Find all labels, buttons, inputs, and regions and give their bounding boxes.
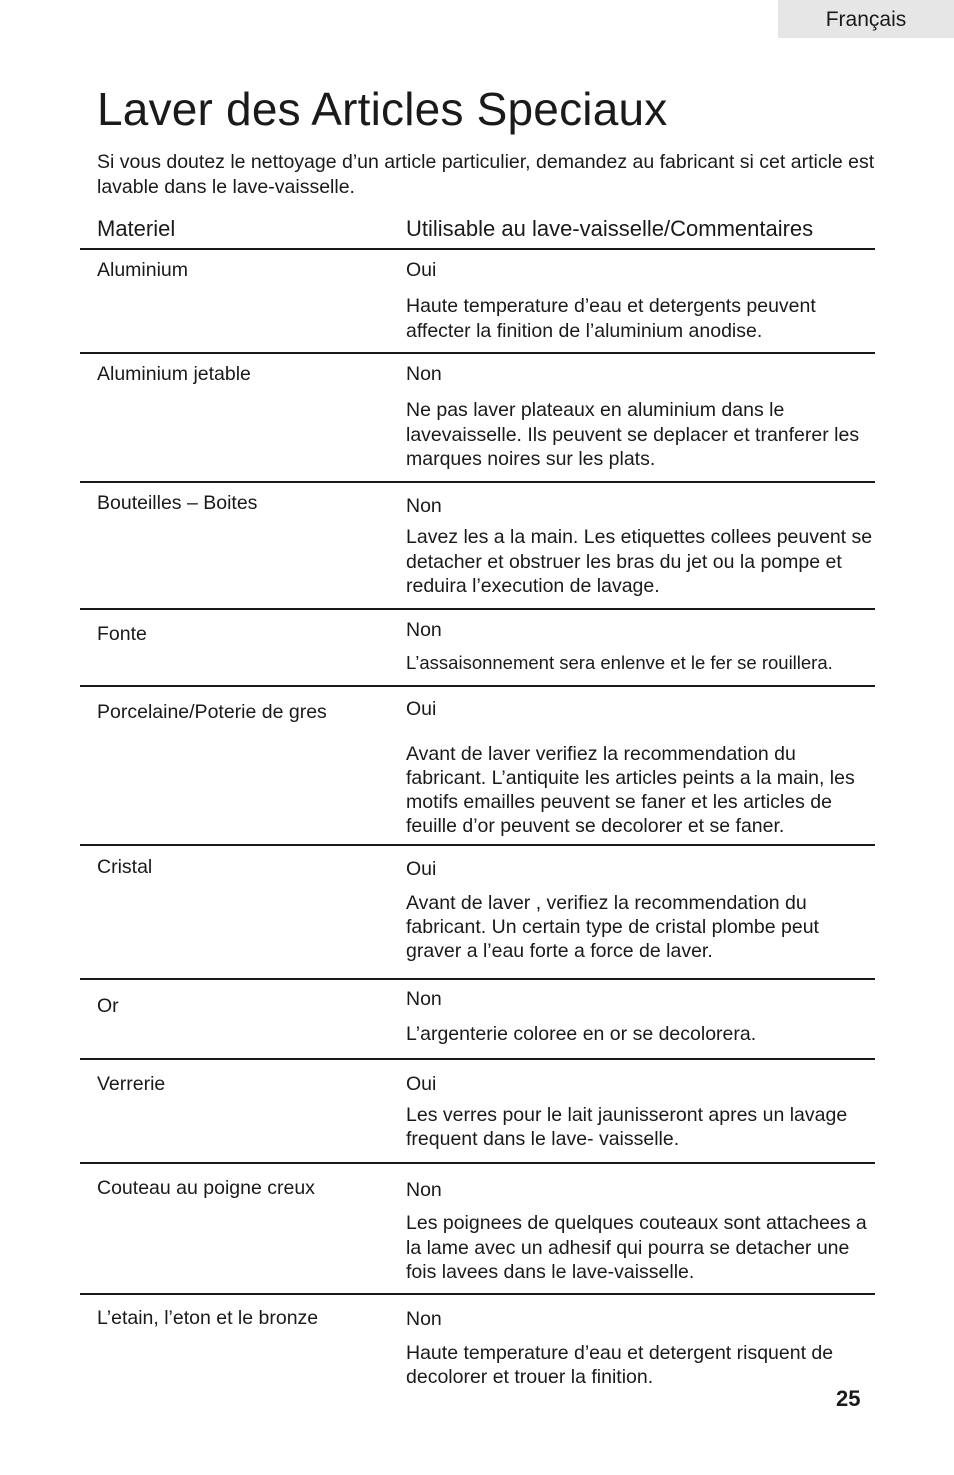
row-material: Verrerie (97, 1073, 166, 1095)
row-comment: Avant de laver , verifiez la recommendation du fabricant. Un certain type de cristal plombe peut graver a l’eau forte a force de laver. (406, 892, 819, 962)
table-header (80, 216, 875, 250)
table-row (80, 1060, 875, 1164)
table-row (80, 1164, 875, 1295)
table-row (80, 354, 875, 483)
row-usable: Non (406, 619, 442, 641)
row-usable: Oui (406, 259, 437, 281)
row-comment: Haute temperature d’eau et detergents peuvent affecter la finition de l’aluminium anodise. (406, 295, 816, 342)
table-row (80, 846, 875, 980)
row-material: Couteau au poigne creux (97, 1177, 315, 1199)
row-material: Aluminium (97, 259, 189, 281)
intro-paragraph: Si vous doutez le nettoyage d’un article particulier, demandez au fabricant si cet article est lavable dans le lave-vaisselle. (97, 151, 875, 198)
row-material: Aluminium jetable (97, 363, 251, 385)
table-row (80, 250, 875, 354)
row-comment: Haute temperature d’eau et detergent risquent de decolorer et trouer la finition. (406, 1342, 834, 1388)
row-comment: L’assaisonnement sera enlenve et le fer se rouillera. (406, 652, 833, 673)
language-tab: Français (778, 0, 954, 38)
row-usable: Oui (406, 698, 437, 720)
row-comment: Les verres pour le lait jaunisseront apres un lavage frequent dans le lave- vaisselle. (406, 1104, 848, 1150)
row-material: L’etain, l’eton et le bronze (97, 1307, 319, 1329)
row-comment: Avant de laver verifiez la recommendation du fabricant. L’antiquite les articles peints a la main, les motifs emailles peuvent se faner et les articles de feuille d’or peuvent se decolorer et se faner. (406, 743, 855, 837)
table-row (80, 980, 875, 1060)
row-comment: Lavez les a la main. Les etiquettes collees peuvent se detacher et obstruer les bras du jet ou la pompe et reduira l’execution de lavage. (406, 526, 873, 597)
row-material: Cristal (97, 856, 153, 878)
row-usable: Non (406, 988, 442, 1010)
row-comment: L’argenterie coloree en or se decolorera. (406, 1023, 757, 1045)
row-usable: Oui (406, 858, 437, 880)
table-row (80, 483, 875, 610)
row-comment: Les poignees de quelques couteaux sont attachees a la lame avec un adhesif qui pourra se detacher une fois lavees dans le lave-vaisselle. (406, 1212, 867, 1283)
row-comment: Ne pas laver plateaux en aluminium dans le lavevaisselle. Ils peuvent se deplacer et tranferer les marques noires sur les plats. (406, 399, 860, 470)
row-material: Or (97, 995, 119, 1017)
row-usable: Non (406, 363, 442, 385)
page-title: Laver des Articles Speciaux (97, 83, 668, 135)
row-usable: Non (406, 1179, 442, 1201)
row-usable: Non (406, 1308, 442, 1330)
table-row (80, 1295, 875, 1390)
header-usage: Utilisable au lave-vaisselle/Commentaires (406, 216, 814, 241)
row-material: Fonte (97, 623, 147, 645)
header-material: Materiel (97, 216, 176, 241)
row-usable: Non (406, 495, 442, 517)
table-row (80, 687, 875, 846)
table-row (80, 610, 875, 687)
page-number: 25 (836, 1386, 861, 1411)
row-usable: Oui (406, 1073, 437, 1095)
row-material: Porcelaine/Poterie de gres (97, 701, 327, 723)
row-material: Bouteilles – Boites (97, 492, 258, 514)
